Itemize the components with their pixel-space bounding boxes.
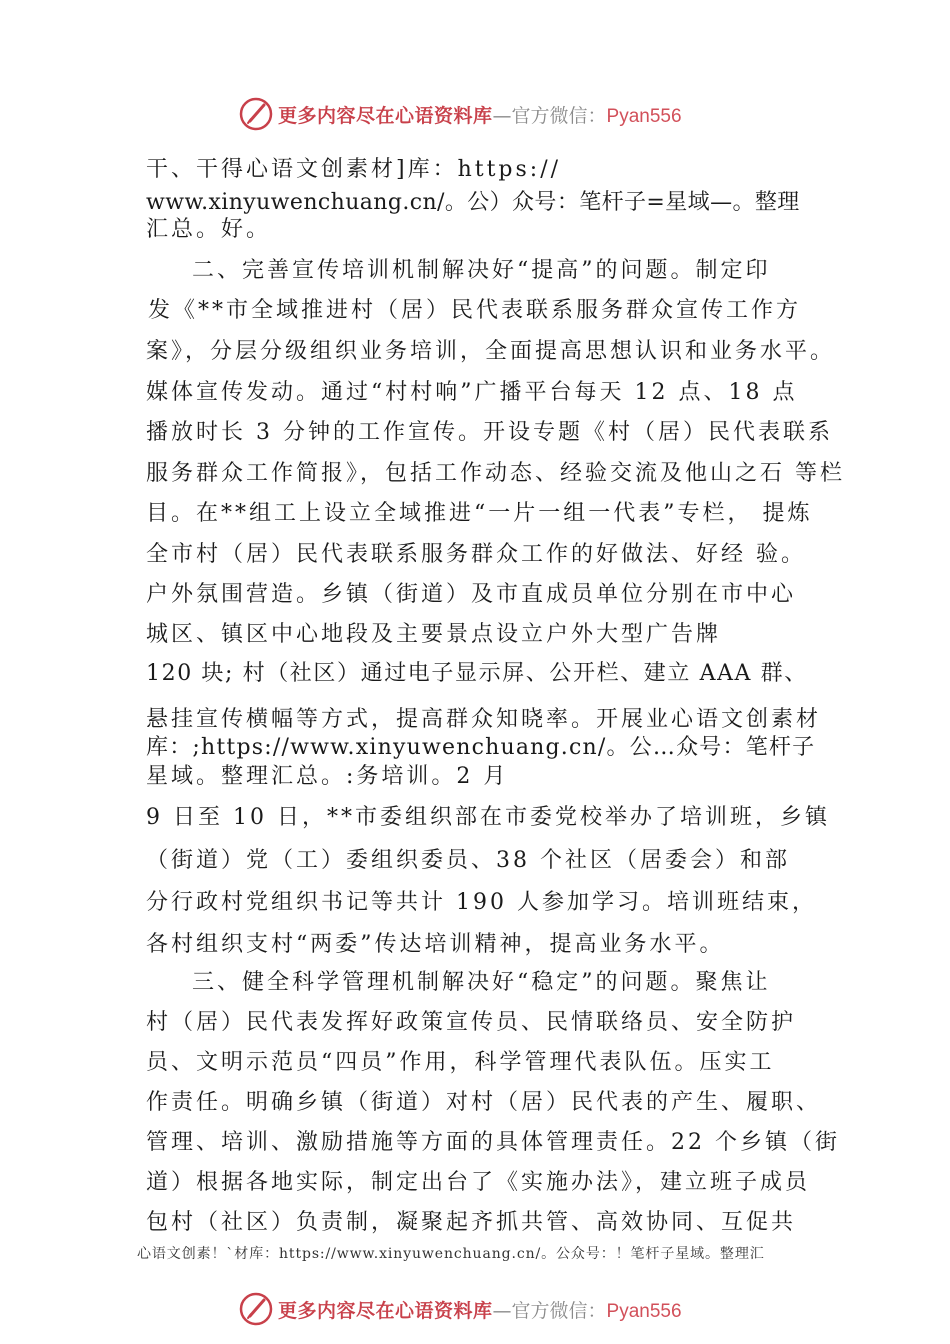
text-line: 库：;https://www.xinyuwenchuang.cn/。公…众号：笔杆子 xyxy=(146,735,816,760)
text-line: 发《**市全域推进村（居）民代表联系服务群众宣传工作方 xyxy=(148,298,802,323)
paragraph-start: 二、完善宣传培训机制解决好“提高”的问题。制定印 xyxy=(192,258,771,283)
text-line: 悬挂宣传横幅等方式，提高群众知晓率。开展业心语文创素材 xyxy=(146,707,822,732)
text-line: 干、干得心语文创素材]库：https:// xyxy=(146,157,562,182)
text-line: 播放时长 3 分钟的工作宣传。开设专题《村（居）民代表联系 xyxy=(146,420,833,445)
text-line: 城区、镇区中心地段及主要景点设立户外大型广告牌 xyxy=(146,622,722,647)
paragraph-start: 三、健全科学管理机制解决好“稳定”的问题。聚焦让 xyxy=(192,970,771,995)
text-line: 9 日至 10 日，**市委组织部在市委党校举办了培训班，乡镇 xyxy=(146,805,830,830)
text-line: 服务群众工作简报》，包括工作动态、经验交流及他山之石 等栏 xyxy=(146,461,845,486)
text-line: （街道）党（工）委组织委员、38 个社区（居委会）和部 xyxy=(146,848,790,873)
watermark-banner-bottom xyxy=(0,1290,950,1330)
text-line: 案》，分层分级组织业务培训，全面提高思想认识和业务水平。 xyxy=(146,339,836,364)
text-line: 管理、培训、激励措施等方面的具体管理责任。22 个乡镇（街 xyxy=(146,1130,840,1155)
text-line: 员、文明示范员“四员”作用，科学管理代表队伍。压实工 xyxy=(146,1050,775,1075)
text-line: 目。在**组工上设立全域推进“一片一组一代表”专栏， 提炼 xyxy=(146,501,813,526)
watermark-banner-top xyxy=(0,95,950,135)
text-line: 各村组织支村“两委”传达培训精神，提高业务水平。 xyxy=(146,932,725,957)
banner-text: 更多内容尽在心语资料库—官方微信：Pyan556 xyxy=(278,1300,682,1322)
text-line: 分行政村党组织书记等共计 190 人参加学习。培训班结束， xyxy=(146,890,817,915)
text-line: 户外氛围营造。乡镇（街道）及市直成员单位分别在市中心 xyxy=(146,582,797,607)
text-line: 作责任。明确乡镇（街道）对村（居）民代表的产生、履职、 xyxy=(146,1090,822,1115)
text-line: 汇总。好。 xyxy=(146,217,272,242)
banner-text: 更多内容尽在心语资料库—官方微信：Pyan556 xyxy=(278,105,682,127)
text-line: 120 块; 村（社区）通过电子显示屏、公开栏、建立 AAA 群、 xyxy=(146,661,808,686)
page-footer-text: 心语文创素！`材库：https://www.xinyuwenchuang.cn/。公众号：！笔杆子星域。整理汇 xyxy=(137,1246,765,1262)
text-line: 包村（社区）负责制，凝聚起齐抓共管、高效协同、互促共 xyxy=(146,1210,797,1235)
text-line: 媒体宣传发动。通过“村村响”广播平台每天 12 点、18 点 xyxy=(146,380,798,405)
text-line: 全市村（居）民代表联系服务群众工作的好做法、好经 验。 xyxy=(146,542,806,567)
text-line: 村（居）民代表发挥好政策宣传员、民情联络员、安全防护 xyxy=(146,1010,797,1035)
brand-logo-icon xyxy=(238,96,274,132)
text-line: 星域。整理汇总。:务培训。2 月 xyxy=(146,764,509,789)
brand-logo-icon xyxy=(238,1291,274,1327)
text-line: 道）根据各地实际，制定出台了《实施办法》，建立班子成员 xyxy=(146,1170,811,1195)
text-line: www.xinyuwenchuang.cn/。公）众号：笔杆子=星域—。整理 xyxy=(146,190,800,215)
